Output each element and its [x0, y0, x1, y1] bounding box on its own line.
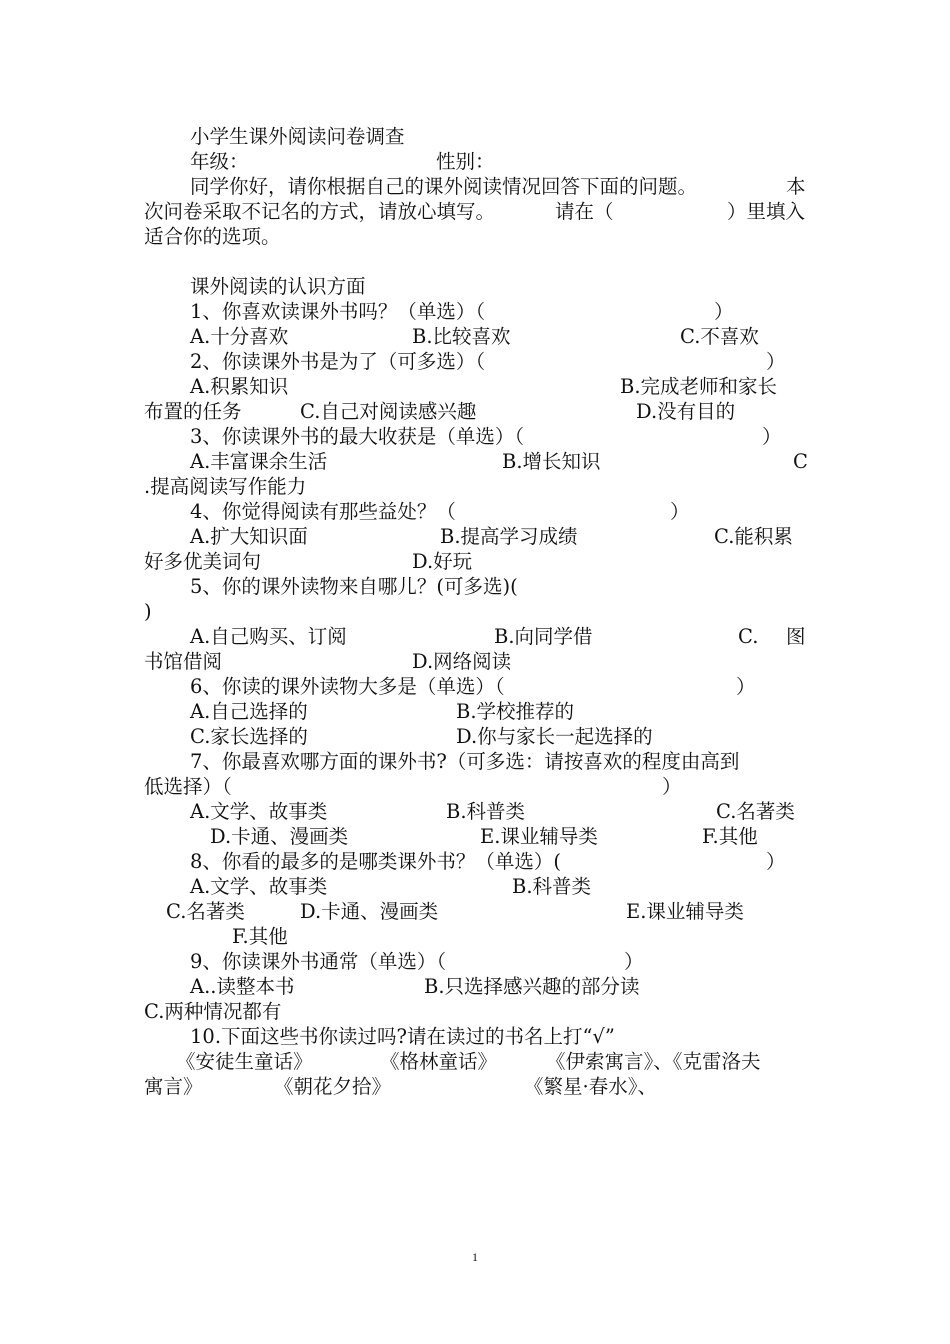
gender-field: 性别： [436, 150, 495, 173]
option: D.你与家长一起选择的 [456, 725, 653, 748]
option: A.扩大知识面 [190, 525, 308, 548]
option: E.课业辅导类 [480, 825, 598, 848]
question-stem: 9、你读课外书通常（单选）（ [190, 950, 447, 973]
intro-line: ）里填入 [727, 200, 806, 223]
question-stem: 7、你最喜欢哪方面的课外书?（可多选：请按喜欢的程度由高到 [190, 750, 740, 773]
intro-line: 次问卷采取不记名的方式，请放心填写。 [144, 200, 496, 223]
question-stem: 2、你读课外书是为了（可多选）（ [190, 350, 486, 373]
question-stem: 1、你喜欢读课外书吗？（单选）（ [190, 300, 486, 323]
option: A.文学、故事类 [190, 800, 328, 823]
question-stem: 低选择）（ [144, 775, 232, 798]
option: B.提高学习成绩 [440, 525, 578, 548]
option: D.卡通、漫画类 [210, 825, 349, 848]
intro-line: 适合你的选项。 [144, 225, 281, 248]
book-title: 《格林童话》 [380, 1050, 498, 1073]
answer-blank-close: ） [736, 675, 756, 698]
answer-blank-close: ） [624, 950, 644, 973]
option: C.自己对阅读感兴趣 [300, 400, 477, 423]
option: A.十分喜欢 [190, 325, 289, 348]
option: 布置的任务 [144, 400, 242, 423]
answer-blank-close: ） [766, 850, 786, 873]
answer-blank-close: ) [144, 600, 152, 623]
intro-line: 同学你好，请你根据自己的课外阅读情况回答下面的问题。 [190, 175, 698, 198]
option: F.其他 [232, 925, 288, 948]
option: B.向同学借 [494, 625, 593, 648]
option: B.增长知识 [502, 450, 601, 473]
option: C.家长选择的 [190, 725, 308, 748]
option: A.积累知识 [190, 375, 289, 398]
option: A..读整本书 [190, 975, 295, 998]
book-title: 《伊索寓言》、《克雷洛夫 [546, 1050, 761, 1073]
option: D.卡通、漫画类 [300, 900, 439, 923]
option: 图 [786, 625, 806, 648]
book-title: 《繁星·春水》、 [524, 1075, 657, 1098]
answer-blank-close: ） [714, 300, 734, 323]
option: 好多优美词句 [144, 550, 262, 573]
option: B.完成老师和家长 [620, 375, 778, 398]
question-stem: 4、你觉得阅读有那些益处？（ [190, 500, 456, 523]
question-stem: 3、你读课外书的最大收获是（单选）（ [190, 425, 525, 448]
answer-blank-close: ） [762, 425, 782, 448]
answer-blank-close: ） [670, 500, 690, 523]
option: C.两种情况都有 [144, 1000, 282, 1023]
intro-line: 本 [786, 175, 806, 198]
question-stem: 5、你的课外读物来自哪儿？(可多选)( [190, 575, 518, 598]
option: F.其他 [702, 825, 758, 848]
book-title: 《安徒生童话》 [176, 1050, 313, 1073]
option: C.不喜欢 [680, 325, 759, 348]
survey-title: 小学生课外阅读问卷调查 [190, 125, 405, 148]
option: B.科普类 [512, 875, 592, 898]
option: C [793, 450, 808, 473]
question-stem: 8、你看的最多的是哪类课外书？（单选）( [190, 850, 562, 873]
option: C.能积累 [714, 525, 793, 548]
option: 书馆借阅 [144, 650, 223, 673]
page-number: 1 [472, 1250, 478, 1264]
option: A.自己选择的 [190, 700, 308, 723]
section-title: 课外阅读的认识方面 [190, 275, 366, 298]
question-stem: 10.下面这些书你读过吗?请在读过的书名上打“√” [190, 1025, 615, 1048]
option: D.没有目的 [636, 400, 736, 423]
option: A.文学、故事类 [190, 875, 328, 898]
option: C. [738, 625, 759, 648]
option: B.比较喜欢 [412, 325, 511, 348]
option: B.科普类 [446, 800, 526, 823]
option: C.名著类 [716, 800, 795, 823]
answer-blank-close: ） [662, 775, 682, 798]
option: A.丰富课余生活 [190, 450, 328, 473]
option: C.名著类 [166, 900, 245, 923]
option: B.只选择感兴趣的部分读 [424, 975, 640, 998]
option: B.学校推荐的 [456, 700, 575, 723]
question-stem: 6、你读的课外读物大多是（单选）（ [190, 675, 505, 698]
option: D.网络阅读 [412, 650, 512, 673]
option: E.课业辅导类 [626, 900, 744, 923]
book-title: 《朝花夕拾》 [274, 1075, 392, 1098]
intro-line: 请在（ [555, 200, 614, 223]
option: A.自己购买、订阅 [190, 625, 347, 648]
grade-field: 年级： [190, 150, 249, 173]
book-title: 寓言》 [144, 1075, 203, 1098]
option: .提高阅读写作能力 [144, 475, 307, 498]
option: D.好玩 [412, 550, 473, 573]
answer-blank-close: ） [766, 350, 786, 373]
